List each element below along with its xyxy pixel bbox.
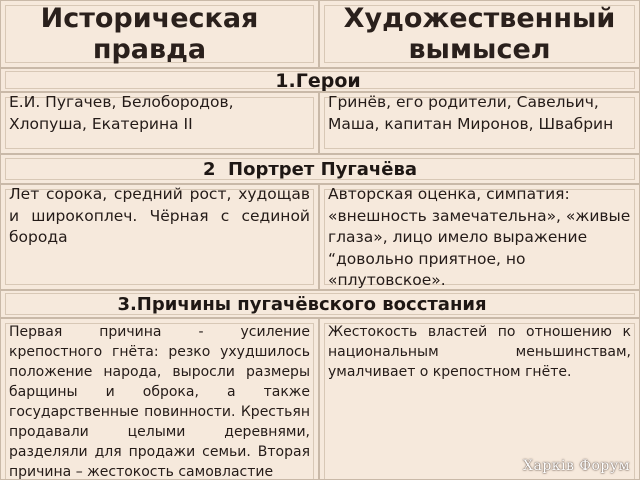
heroes-historical-text: Е.И. Пугачев, Белобородов, Хлопуша, Екатерина II [9,93,234,133]
section-heading: 3.Причины пугачёвского восстания [117,294,487,315]
portrait-historical-cell [0,184,319,290]
causes-historical-cell [0,318,319,480]
section-title-causes [0,290,640,318]
portrait-fiction-text: Авторская оценка, симпатия: «внешность замечательна», «живые глаза», лицо имело выражение “довольно приятное, но «плутовское». [328,185,631,289]
heroes-historical-cell [0,92,319,154]
section-title-portrait [0,154,640,184]
column-header-artistic-fiction: Художественный вымысел [343,3,616,65]
causes-historical-text: Первая причина - усиление крепостного гнёта: резко ухудшилось положение народа, выросли размеры барщины и оброка, а также государственные повинности. Крестьян продавали целыми деревнями, разделяли для продажи семьи. Вторая причина – жестокость самовластие [9,324,310,480]
section-heading: 1.Герои [275,70,361,92]
heroes-fiction-cell [319,92,640,154]
section-title-heroes [0,68,640,92]
section-heading: 2 Портрет Пугачёва [202,159,418,180]
heroes-fiction-text: Гринёв, его родители, Савельич, Маша, капитан Миронов, Швабрин [328,93,614,133]
portrait-fiction-cell [319,184,640,290]
portrait-historical-text: Лет сорока, средний рост, худощав и широкоплеч. Чёрная с сединой борода [9,185,310,246]
causes-fiction-text: Жестокость властей по отношению к национальным меньшинствам, умалчивает о крепостном гнёте. [328,324,631,380]
header-cell-artistic-fiction [319,0,640,68]
column-header-historical-truth: Историческая правда [40,3,259,65]
watermark-logo: Харків Форум [523,458,630,474]
header-cell-historical-truth [0,0,319,68]
causes-fiction-cell [319,318,640,480]
